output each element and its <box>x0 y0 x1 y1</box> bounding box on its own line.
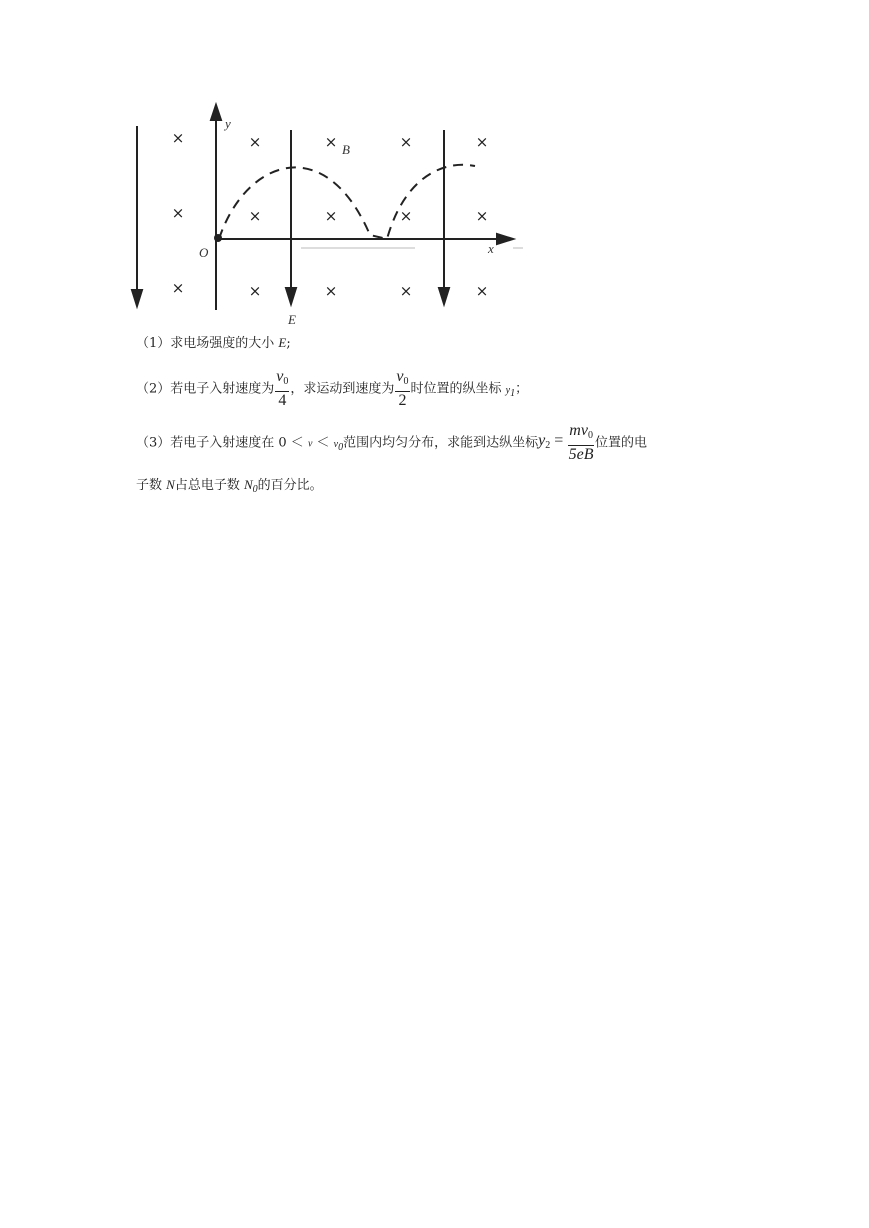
b-field-cross-1: × <box>171 129 185 147</box>
b-field-cross-3: × <box>324 133 338 151</box>
b-field-cross-12: × <box>248 282 262 300</box>
q2-text-3: 时位置的纵坐标 <box>410 381 506 397</box>
q3-equation: $y_2$ = <box>538 431 568 451</box>
b-field-cross-7: × <box>248 207 262 225</box>
physics-diagram <box>125 100 525 330</box>
q3-var-v: v <box>307 438 313 450</box>
b-field-cross-5: × <box>475 133 489 151</box>
q1-suffix: ; <box>286 336 291 351</box>
b-field-cross-8: × <box>324 207 338 225</box>
question-3 <box>136 422 647 464</box>
q3-text-3: 位置的电 <box>594 435 647 451</box>
q2-var-y1: $y_1$ <box>505 384 516 399</box>
b-field-cross-9: × <box>399 207 413 225</box>
q2-fraction-2: $\frac{v_0}{2}$ <box>396 368 409 409</box>
b-field-label: B <box>342 142 350 157</box>
question-1 <box>136 333 291 354</box>
q3-var-v0: $v_0$ <box>333 438 344 453</box>
q2-suffix: ； <box>515 381 529 397</box>
q3-line2-b: 占总电子数 <box>174 478 244 493</box>
y-axis-label: y <box>225 116 231 131</box>
e-field-line-1 <box>132 126 142 306</box>
b-field-crosses <box>172 129 489 300</box>
q1-var-e: E <box>278 335 287 350</box>
q2-text-2: ，求运动到速度为 <box>290 381 395 397</box>
q3-text-1: （3）若电子入射速度在 0 ＜ <box>136 435 308 451</box>
electron-trajectory <box>219 165 475 239</box>
q3-var-n: N <box>166 477 175 492</box>
origin-point <box>214 234 222 242</box>
e-field-line-2 <box>286 130 296 304</box>
b-field-cross-14: × <box>399 282 413 300</box>
q3-var-n0: $N_0$ <box>243 477 258 495</box>
y-axis <box>211 105 221 310</box>
q2-fraction-1: $\frac{v_0}{4}$ <box>276 368 289 409</box>
b-field-cross-2: × <box>248 133 262 151</box>
q3-fraction: $\frac{mv_0}{5eB}$ <box>568 422 594 463</box>
q1-text: （1）求电场强度的大小 <box>136 336 279 351</box>
origin-label: O <box>199 245 209 260</box>
b-field-cross-4: × <box>399 133 413 151</box>
b-field-cross-10: × <box>475 207 489 225</box>
b-field-cross-11: × <box>171 279 185 297</box>
q3-text-mid: ＜ <box>312 435 334 451</box>
b-field-cross-15: × <box>475 282 489 300</box>
question-2 <box>136 368 528 410</box>
b-field-cross-6: × <box>171 204 185 222</box>
q3-line2-c: 的百分比。 <box>257 478 323 493</box>
e-field-line-3 <box>439 130 449 304</box>
x-axis <box>216 234 513 244</box>
e-field-label: E <box>288 312 296 327</box>
q3-line2-a: 子数 <box>136 478 167 493</box>
q3-text-2: 范围内均匀分布，求能到达纵坐标 <box>343 435 539 451</box>
question-3-line-2 <box>136 475 323 500</box>
b-field-cross-13: × <box>324 282 338 300</box>
x-axis-label: x <box>488 241 494 256</box>
q2-text-1: （2）若电子入射速度为 <box>136 381 275 397</box>
